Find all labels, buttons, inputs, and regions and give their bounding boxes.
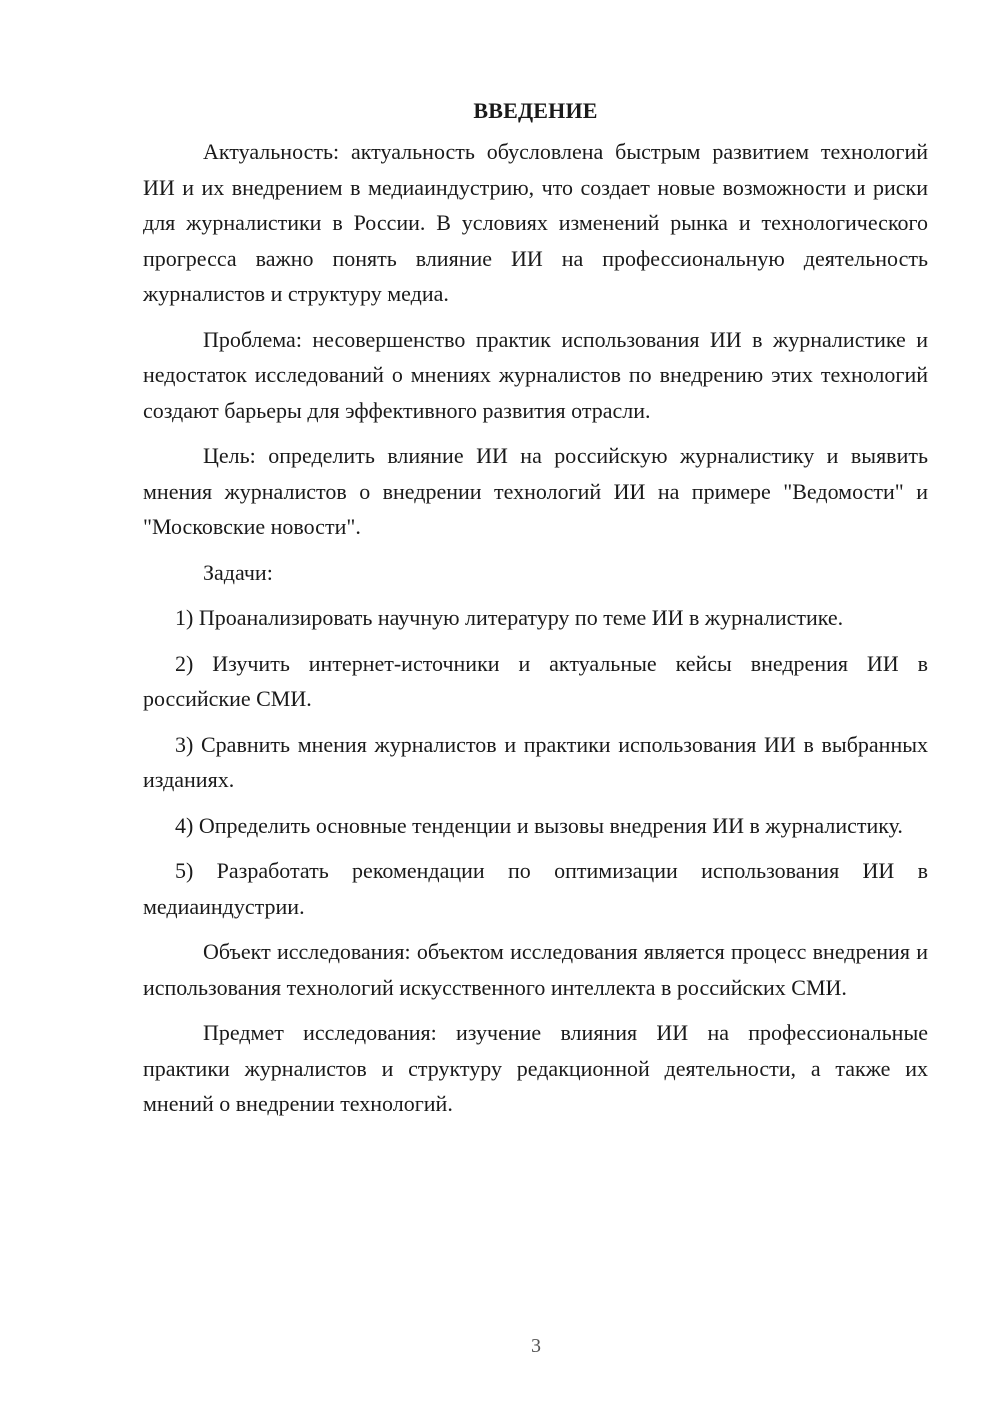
paragraph-goal: Цель: определить влияние ИИ на российскую журналистику и выявить мнения журналистов о внедрении технологий ИИ на примере "Ведомости" и "Московские новости". — [143, 443, 928, 539]
section-title: ВВЕДЕНИЕ — [473, 98, 598, 123]
task-item: 1) Проанализировать научную литературу по теме ИИ в журналистике. — [175, 605, 844, 630]
task-item: 3) Сравнить мнения журналистов и практики использования ИИ в выбранных изданиях. — [143, 731, 928, 792]
paragraph-object: Объект исследования: объектом исследования является процесс внедрения и использования технологий искусственного интеллекта в российских СМИ. — [143, 939, 928, 1000]
tasks-label: Задачи: — [203, 559, 273, 585]
paragraph-problem: Проблема: несовершенство практик использования ИИ в журналистике и недостаток исследований о мнениях журналистов по внедрению этих технологий создают барьеры для эффективного развития отрасли. — [143, 326, 928, 423]
page-number: 3 — [531, 1335, 541, 1357]
page-content — [143, 96, 928, 1132]
task-item: 5) Разработать рекомендации по оптимизации использования ИИ в медиаиндустрии. — [143, 858, 928, 919]
paragraph-relevance: Актуальность: актуальность обусловлена быстрым развитием технологий ИИ и их внедрением в медиаиндустрию, что создает новые возможности и риски для журналистики в России. В условиях изменений рынка и технологического прогресса важно понять влияние ИИ на профессиональную деятельность журналистов и структуру медиа. — [143, 139, 928, 306]
paragraph-subject: Предмет исследования: изучение влияния ИИ на профессиональные практики журналистов и структуру редакционной деятельности, а также их мнений о внедрении технологий. — [143, 1020, 928, 1116]
task-item: 4) Определить основные тенденции и вызовы внедрения ИИ в журналистику. — [175, 812, 903, 838]
task-item: 2) Изучить интернет-источники и актуальные кейсы внедрения ИИ в российские СМИ. — [143, 650, 928, 711]
